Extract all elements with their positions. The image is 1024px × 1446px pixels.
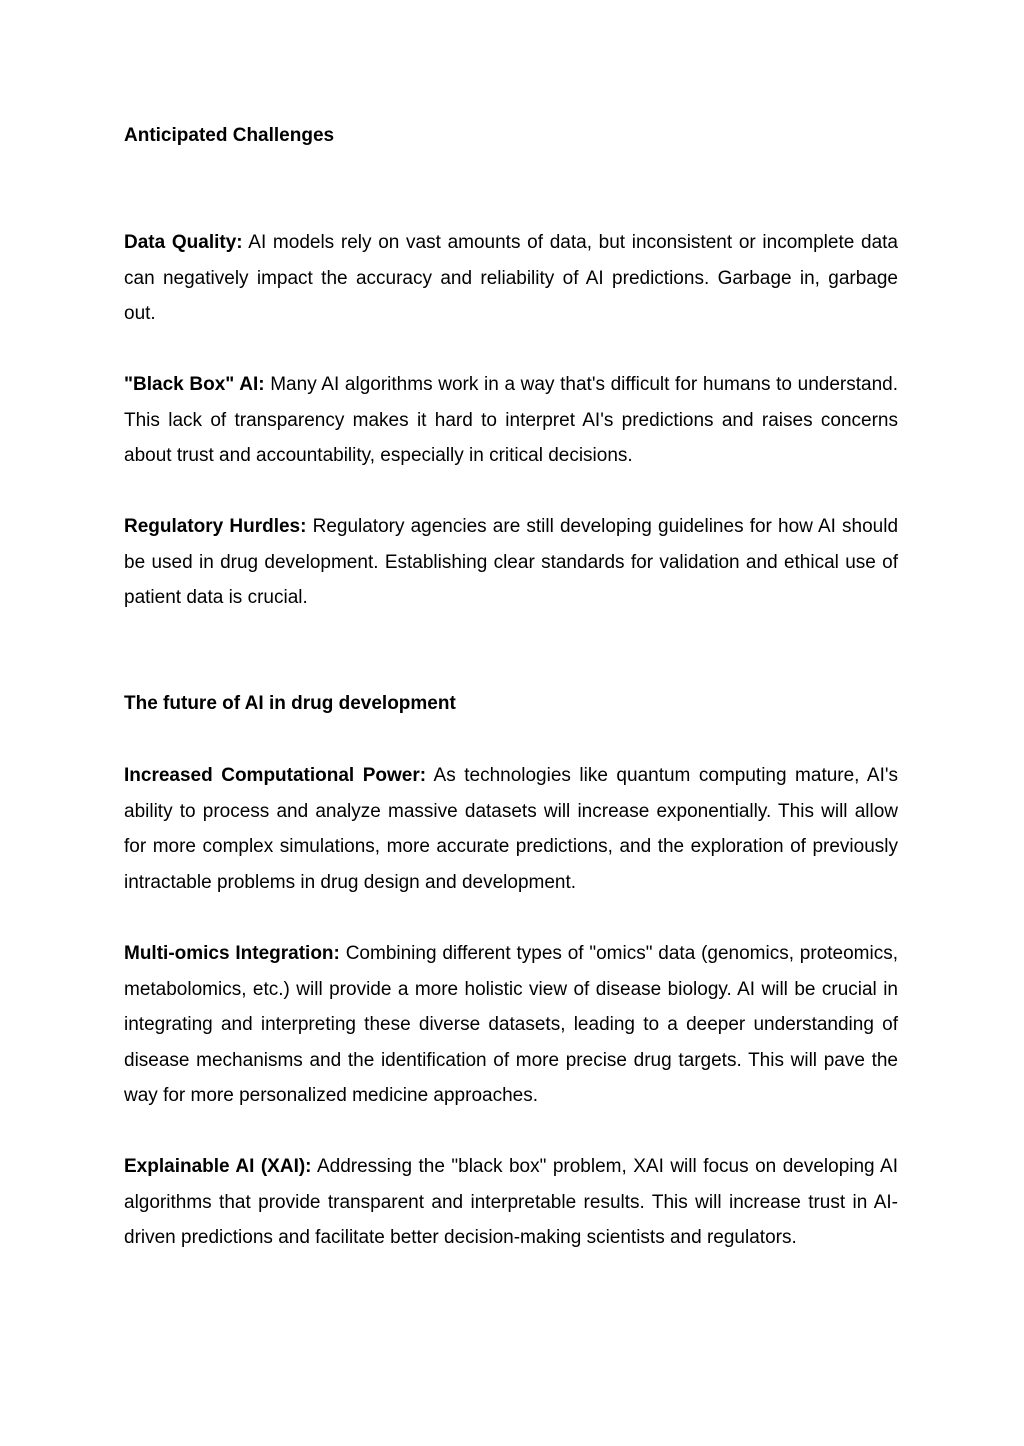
paragraph-term: Explainable AI (XAI):	[124, 1156, 312, 1177]
paragraph-explainable-ai	[124, 1149, 898, 1256]
section-heading-future: The future of AI in drug development	[124, 693, 456, 714]
paragraph-text: Many AI algorithms work in a way that's difficult for humans to understand. This lack of transparency makes it hard to interpret AI's predictions and raises concerns about trust and accountability, especially in critical decisions.	[124, 374, 899, 466]
paragraph-term: Regulatory Hurdles:	[124, 516, 307, 537]
paragraph-term: Increased Computational Power:	[124, 765, 427, 786]
paragraph-data-quality	[124, 225, 898, 332]
paragraph-text: Combining different types of "omics" data (genomics, proteomics, metabolomics, etc.) will provide a more holistic view of disease biology. AI will be crucial in integrating and interpreting these diverse datasets, leading to a deeper understanding of disease mechanisms and the identification of more precise drug targets. This will pave the way for more personalized medicine approaches.	[124, 943, 899, 1106]
paragraph-text: Regulatory agencies are still developing guidelines for how AI should be used in drug development. Establishing clear standards for validation and ethical use of patient data is crucial.	[124, 516, 899, 608]
paragraph-regulatory-hurdles	[124, 509, 898, 616]
paragraph-term: Multi-omics Integration:	[124, 943, 340, 964]
paragraph-term: "Black Box" AI:	[124, 374, 265, 395]
paragraph-text: AI models rely on vast amounts of data, but inconsistent or incomplete data can negatively impact the accuracy and reliability of AI predictions. Garbage in, garbage out.	[124, 232, 898, 324]
section-heading-challenges: Anticipated Challenges	[124, 125, 335, 146]
paragraph-multi-omics	[124, 936, 898, 1114]
paragraph-term: Data Quality:	[124, 232, 243, 253]
paragraph-black-box	[124, 367, 898, 474]
paragraph-text: As technologies like quantum computing mature, AI's ability to process and analyze massive datasets will increase exponentially. This will allow for more complex simulations, more accurate predictions, and the exploration of previously intractable problems in drug design and development.	[124, 765, 899, 893]
paragraph-text: Addressing the "black box" problem, XAI will focus on developing AI algorithms that provide transparent and interpretable results. This will increase trust in AI-driven predictions and facilitate better decision-making scientists and regulators.	[124, 1156, 898, 1248]
paragraph-computational-power	[124, 758, 898, 900]
